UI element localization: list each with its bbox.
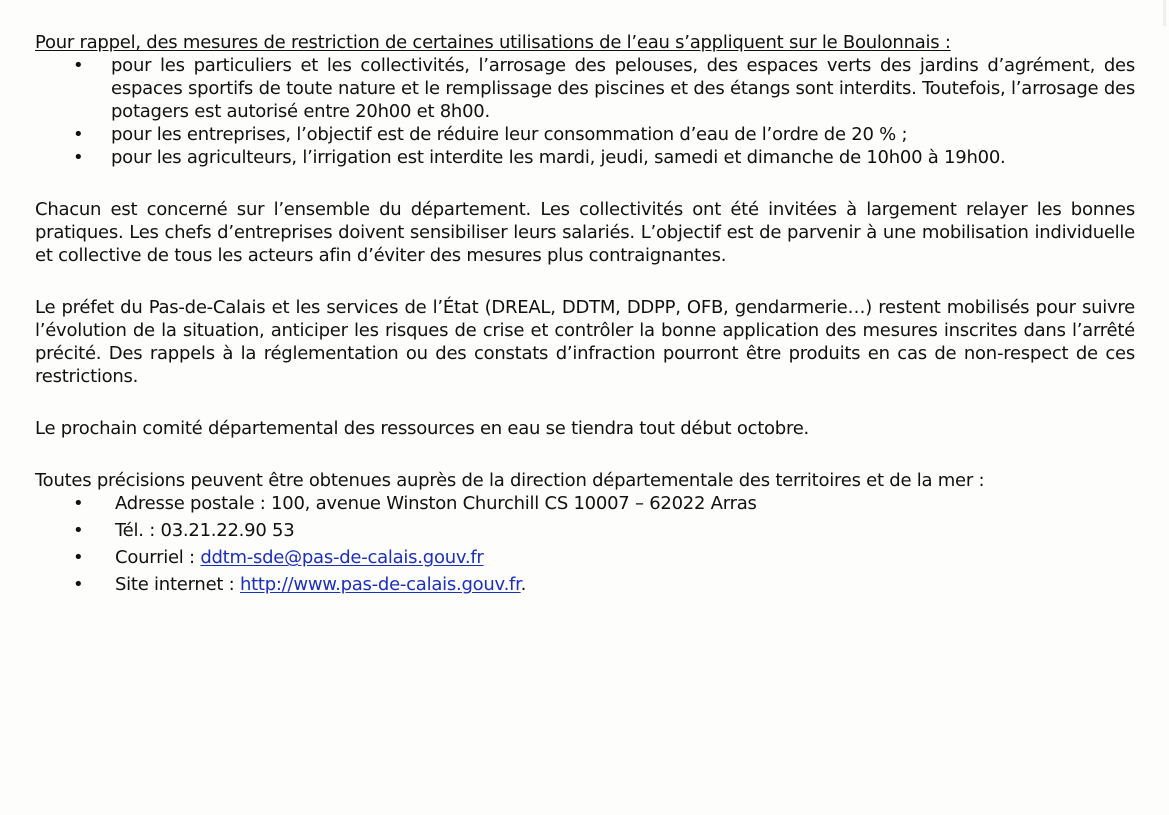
contact-phone-text: Tél. : 03.21.22.90 53 <box>115 520 295 541</box>
paragraph-spacer <box>35 440 1135 469</box>
restriction-item-companies <box>35 123 1135 146</box>
contact-phone <box>35 519 1135 542</box>
email-link[interactable]: ddtm-sde@pas-de-calais.gouv.fr <box>200 547 484 568</box>
contact-website <box>35 573 1135 596</box>
bullet-icon: • <box>73 124 84 145</box>
bullet-icon: • <box>73 520 84 541</box>
restriction-heading: Pour rappel, des mesures de restriction de certaines utilisations de l’eau s’appliquent sur le Boulonnais : <box>35 32 951 53</box>
document-content <box>35 31 1135 600</box>
scan-edge-mark <box>1163 0 1166 26</box>
website-link[interactable]: http://www.pas-de-calais.gouv.fr <box>239 574 521 595</box>
committee-paragraph: Le prochain comité départemental des ressources en eau se tiendra tout début octobre. <box>35 418 810 439</box>
contact-address <box>35 492 1135 515</box>
paragraph-spacer <box>35 169 1135 198</box>
website-suffix: . <box>520 574 527 595</box>
restriction-list <box>35 54 1135 169</box>
restriction-item-text: pour les entreprises, l’objectif est de réduire leur consommation d’eau de l’ordre de 20 % ; <box>111 124 908 145</box>
contact-list <box>35 492 1135 596</box>
contact-website-label: Site internet : <box>115 574 240 595</box>
restriction-item-individuals <box>35 54 1135 123</box>
contact-email <box>35 546 1135 569</box>
restriction-item-text: pour les particuliers et les collectivités, l’arrosage des pelouses, des espaces verts des jardins d’agrément, des espaces sportifs de toute nature et le remplissage des piscines et des étangs sont interdits. Toutefois, l’arrosage des potagers est autorisé entre 20h00 et 8h00. <box>111 55 1135 122</box>
contact-intro-paragraph: Toutes précisions peuvent être obtenues auprès de la direction départementale des territoires et de la mer : <box>35 470 985 491</box>
bullet-icon: • <box>73 147 84 168</box>
contact-email-label: Courriel : <box>115 547 201 568</box>
restriction-item-text: pour les agriculteurs, l’irrigation est interdite les mardi, jeudi, samedi et dimanche de 10h00 à 19h00. <box>111 147 1006 168</box>
prefect-paragraph: Le préfet du Pas-de-Calais et les services de l’État (DREAL, DDTM, DDPP, OFB, gendarmerie…) restent mobilisés pour suivre l’évolution de la situation, anticiper les risques de crise et contrôler la bonne application des mesures inscrites dans l’arrêté précité. Des rappels à la réglementation ou des constats d’infraction pourront être produits en cas de non-respect de ces restrictions. <box>35 297 1135 387</box>
paragraph-spacer <box>35 388 1135 417</box>
contact-address-text: Adresse postale : 100, avenue Winston Churchill CS 10007 – 62022 Arras <box>115 493 757 514</box>
bullet-icon: • <box>73 574 84 595</box>
paragraph-spacer <box>35 267 1135 296</box>
bullet-icon: • <box>73 55 84 76</box>
mobilisation-paragraph: Chacun est concerné sur l’ensemble du département. Les collectivités ont été invitées à largement relayer les bonnes pratiques. Les chefs d’entreprises doivent sensibiliser leurs salariés. L’objectif est de parvenir à une mobilisation individuelle et collective de tous les acteurs afin d’éviter des mesures plus contraignantes. <box>35 199 1135 266</box>
restriction-item-farmers <box>35 146 1135 169</box>
bullet-icon: • <box>73 493 84 514</box>
bullet-icon: • <box>73 547 84 568</box>
